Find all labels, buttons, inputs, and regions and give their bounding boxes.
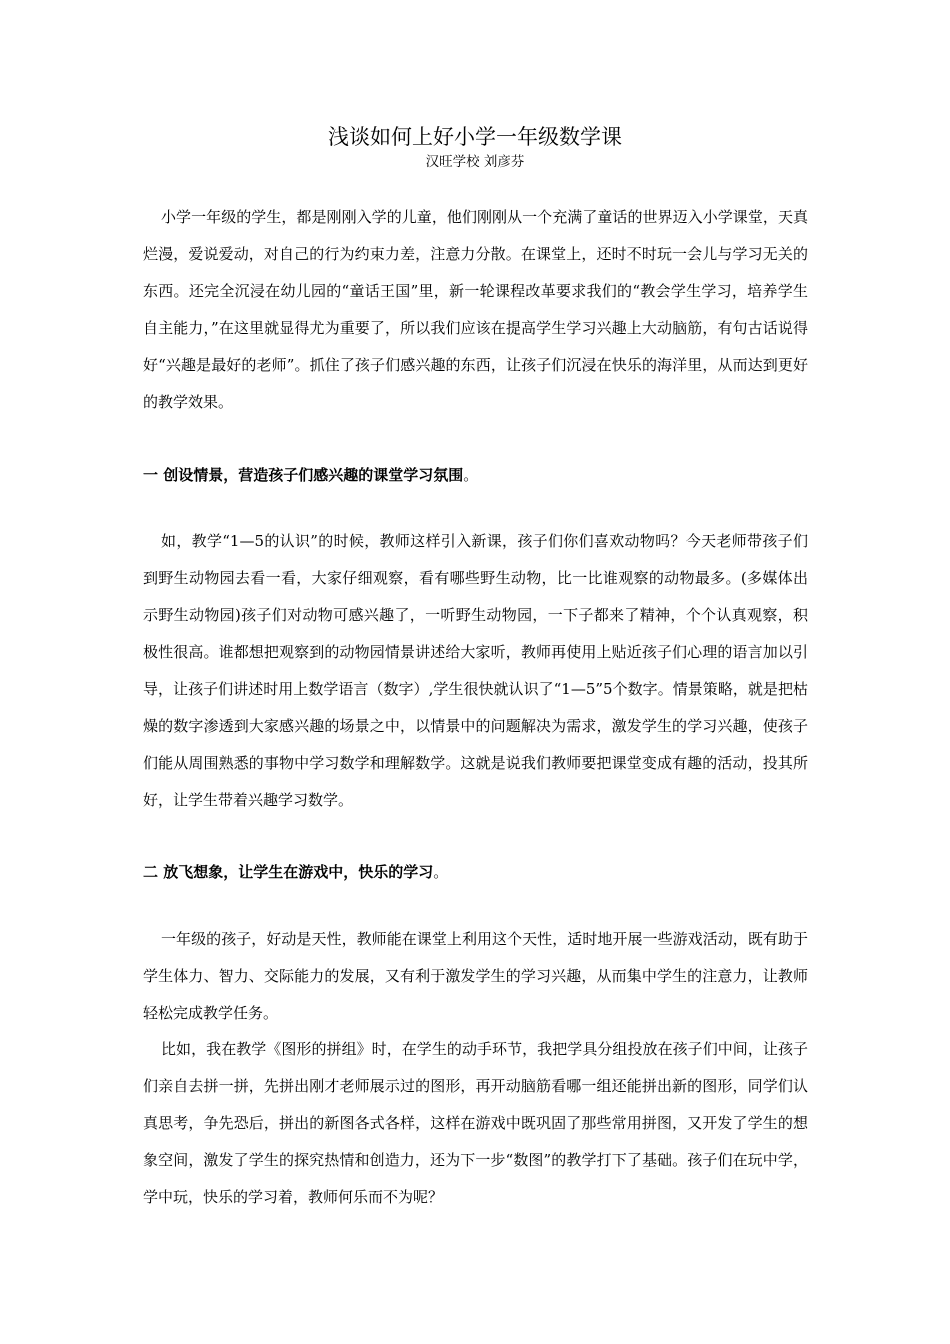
paragraph-section-1: 如，教学“1—5的认识”的时候，教师这样引入新课，孩子们你们喜欢动物吗？今天老师带孩子们到野生动物园去看一看，大家仔细观察，看有哪些野生动物，比一比谁观察的动物最多。(多媒体出示野生动物园)孩子们对动物可感兴趣了，一听野生动物园，一下子都来了精神，个个认真观察，积极性很高。谁都想把观察到的动物园情景讲述给大家听，教师再使用上贴近孩子们心理的语言加以引导，让孩子们讲述时用上数学语言（数字）,学生很快就认识了“1—5”5个数字。情景策略，就是把枯燥的数字渗透到大家感兴趣的场景之中，以情景中的问题解决为需求，激发学生的学习兴趣，使孩子们能从周围熟悉的事物中学习数学和理解数学。这就是说我们教师要把课堂变成有趣的活动，投其所好，让学生带着兴趣学习数学。 [143,532,808,809]
section-heading-2-text: 二 放飞想象，让学生在游戏中，快乐的学习 [143,863,434,881]
document-title: 浅谈如何上好小学一年级数学课 [328,125,622,149]
paragraph-section-2b: 比如，我在教学《图形的拼组》时，在学生的动手环节，我把学具分组投放在孩子们中间，让孩子们亲自去拼一拼，先拼出刚才老师展示过的图形，再开动脑筋看哪一组还能拼出新的图形，同学们认真思考，争先恐后，拼出的新图各式各样，这样在游戏中既巩固了那些常用拼图，又开发了学生的想象空间，激发了学生的探究热情和创造力，还为下一步“数图”的教学打下了基础。孩子们在玩中学，学中玩，快乐的学习着，教师何乐而不为呢？ [143,1040,808,1206]
paragraph-intro: 小学一年级的学生，都是刚刚入学的儿童，他们刚刚从一个充满了童话的世界迈入小学课堂，天真烂漫，爱说爱动，对自己的行为约束力差，注意力分散。在课堂上，还时不时玩一会儿与学习无关的东西。还完全沉浸在幼儿园的“童话王国”里，新一轮课程改革要求我们的“教会学生学习，培养学生自主能力，”在这里就显得尤为重要了，所以我们应该在提高学生学习兴趣上大动脑筋，有句古话说得好“兴趣是最好的老师”。抓住了孩子们感兴趣的东西，让孩子们沉浸在快乐的海洋里，从而达到更好的教学效果。 [143,208,808,411]
section-heading-1 [143,463,808,487]
section-heading-2-tail: 。 [433,863,449,881]
document-author: 汉旺学校 刘彦芬 [425,154,525,170]
section-heading-1-tail: 。 [463,466,479,484]
section-heading-2 [143,860,808,884]
paragraph-section-2a: 一年级的孩子，好动是天性，教师能在课堂上利用这个天性，适时地开展一些游戏活动，既有助于学生体力、智力、交际能力的发展，又有利于激发学生的学习兴趣，从而集中学生的注意力，让教师轻松完成教学任务。 [143,930,808,1022]
section-heading-1-text: 一 创设情景，营造孩子们感兴趣的课堂学习氛围 [143,466,464,484]
